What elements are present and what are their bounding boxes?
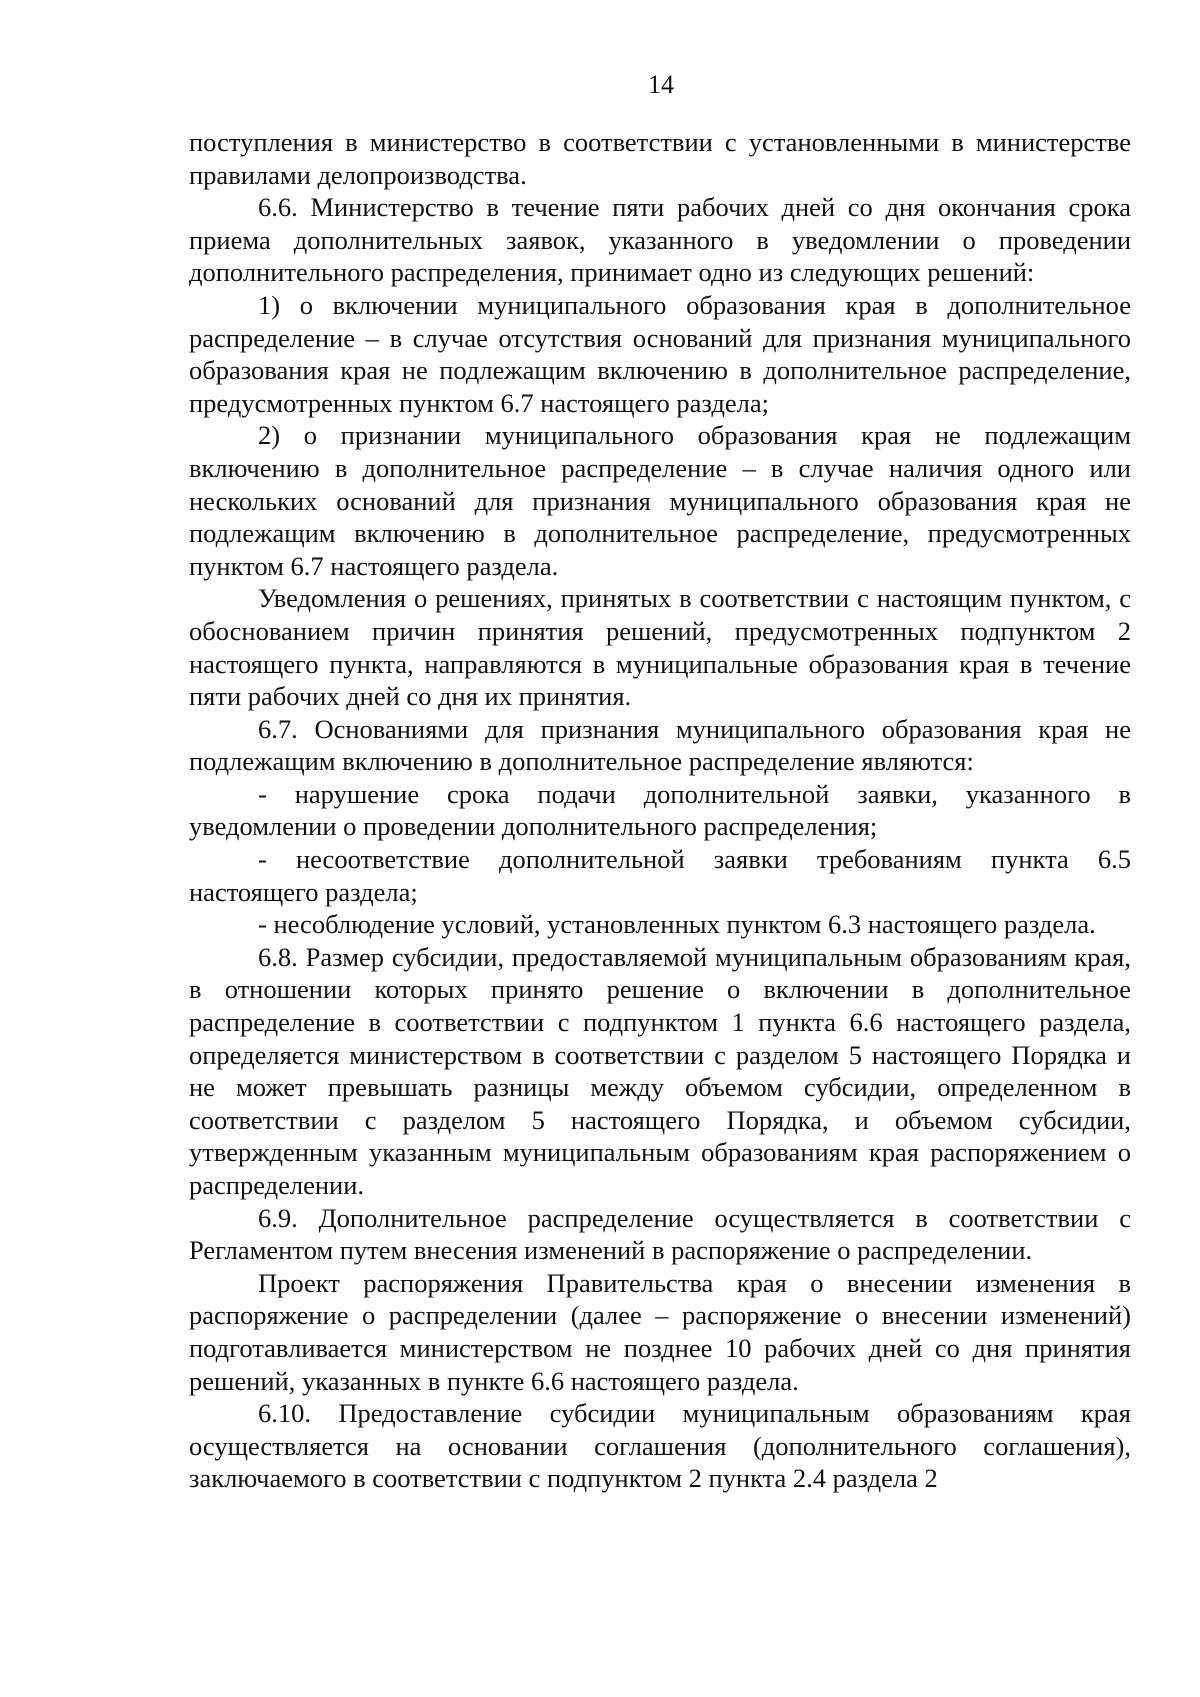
paragraph-6-7: 6.7. Основаниями для признания муниципального образования края не подлежащим включению в дополнительное распределение являются: <box>189 713 1131 777</box>
paragraph-6-10: 6.10. Предоставление субсидии муниципальным образованиям края осуществляется на основании соглашения (дополнительного соглашения), заключаемого в соответствии с подпунктом 2 пункта 2.4 раздела 2 <box>189 1398 1131 1494</box>
paragraph-6-6: 6.6. Министерство в течение пяти рабочих дней со дня окончания срока приема дополнительных заявок, указанного в уведомлении о проведении дополнительного распределения, принимает одно из следующих решений: <box>189 192 1131 288</box>
paragraph-6-7-bullet-1: - нарушение срока подачи дополнительной заявки, указанного в уведомлении о проведении дополнительного распределения; <box>189 778 1131 842</box>
paragraph-6-8: 6.8. Размер субсидии, предоставляемой муниципальным образованиям края, в отношении которых принято решение о включении в дополнительное распределение в соответствии с подпунктом 1 пункта 6.6 настоящего раздела, определяется министерством в соответствии с разделом 5 настоящего Порядка и не может превышать разницы между объемом субсидии, определенном в соответствии с разделом 5 настоящего Порядка, и объемом субсидии, утвержденным указанным муниципальным образованиям края распоряжением о распределении. <box>189 941 1131 1200</box>
paragraph-draft-order: Проект распоряжения Правительства края о внесении изменения в распоряжение о распределении (далее – распоряжение о внесении изменений) подготавливается министерством не позднее 10 рабочих дней со дня принятия решений, указанных в пункте 6.6 настоящего раздела. <box>189 1267 1131 1396</box>
paragraph-6-6-item-1: 1) о включении муниципального образования края в дополнительное распределение – в случае отсутствия оснований для признания муниципального образования края не подлежащим включению в дополнительное распределение, предусмотренных пунктом 6.7 настоящего раздела; <box>189 289 1131 418</box>
paragraph-6-7-bullet-2: - несоответствие дополнительной заявки требованиям пункта 6.5 настоящего раздела; <box>189 844 1131 907</box>
page-number: 14 <box>648 70 674 99</box>
paragraph-notifications: Уведомления о решениях, принятых в соответствии с настоящим пунктом, с обоснованием причин принятия решений, предусмотренных подпунктом 2 настоящего пункта, направляются в муниципальные образования края в течение пяти рабочих дней со дня их принятия. <box>189 583 1131 712</box>
paragraph-continuation: поступления в министерство в соответствии с установленными в министерстве правилами делопроизводства. <box>189 127 1131 190</box>
paragraph-6-9: 6.9. Дополнительное распределение осуществляется в соответствии с Регламентом путем внесения изменений в распоряжение о распределении. <box>189 1202 1131 1266</box>
document-body <box>189 126 1131 1495</box>
paragraph-6-7-bullet-3: - несоблюдение условий, установленных пунктом 6.3 настоящего раздела. <box>258 909 1096 940</box>
paragraph-6-6-item-2: 2) о признании муниципального образования края не подлежащим включению в дополнительное распределение – в случае наличия одного или нескольких оснований для признания муниципального образования края не подлежащим включению в дополнительное распределение, предусмотренных пунктом 6.7 настоящего раздела. <box>189 420 1131 581</box>
